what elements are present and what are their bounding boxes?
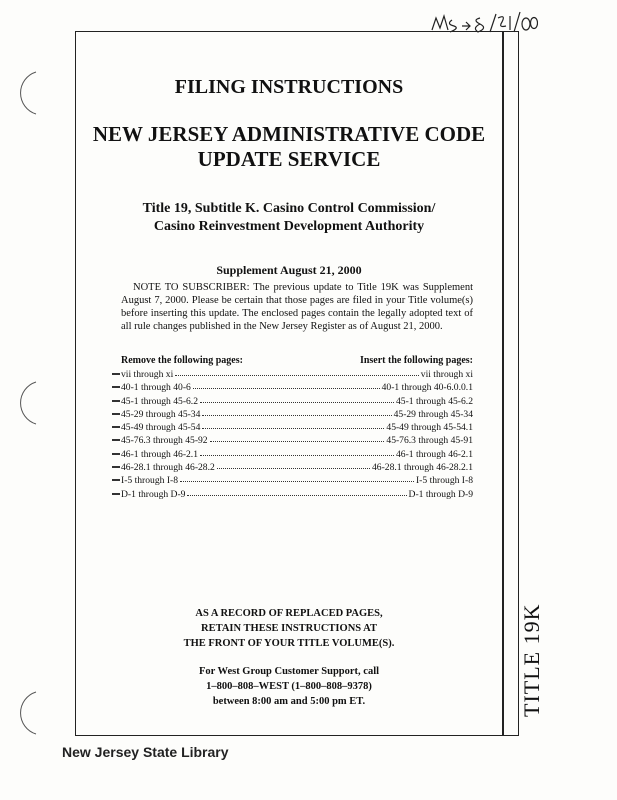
- dot-leader: [180, 473, 414, 482]
- subtitle-line: Casino Reinvestment Development Authority: [153, 219, 425, 234]
- remove-pages: 45-49 through 45-54: [121, 422, 201, 434]
- table-row: [121, 461, 473, 474]
- insert-pages: I-5 through I-8: [415, 475, 473, 487]
- remove-pages: 46-28.1 through 46-28.2: [121, 462, 215, 474]
- subtitle-line: Title 19, Subtitle K. Casino Control Commission/: [142, 201, 436, 216]
- dot-leader: [210, 433, 385, 442]
- dot-leader: [200, 394, 394, 403]
- support-phone: 1–800–808–WEST (1–800–808–9378): [206, 681, 372, 692]
- supplement-date: Supplement August 21, 2000: [216, 263, 362, 277]
- table-row: [121, 448, 473, 461]
- table-row: [121, 368, 473, 381]
- check-mark-icon: [112, 386, 120, 388]
- check-mark-icon: [112, 453, 120, 455]
- remove-pages: vii through xi: [121, 369, 174, 380]
- dot-leader: [175, 367, 419, 376]
- subscriber-note-text: NOTE TO SUBSCRIBER: The previous update to Title 19K was Supplement August 7, 2000. Please be certain that those pages are filed in your Title volume(s) before inserting this update. The enclosed pages contain the legally adopted text of all rule changes published in the New Jersey Register as of August 21, 2000.: [121, 282, 473, 332]
- punch-hole-icon: [6, 378, 40, 428]
- dot-leader: [187, 487, 406, 496]
- punch-hole-icon: [6, 688, 40, 738]
- table-row: [121, 395, 473, 408]
- insert-pages: vii through xi: [420, 369, 473, 380]
- code-title-line: NEW JERSEY ADMINISTRATIVE CODE: [92, 122, 486, 146]
- remove-pages: 45-1 through 45-6.2: [121, 395, 199, 407]
- retain-line: THE FRONT OF YOUR TITLE VOLUME(S).: [183, 638, 395, 649]
- check-mark-icon: [112, 373, 120, 375]
- check-mark-icon: [112, 413, 120, 415]
- remove-pages: 45-76.3 through 45-92: [121, 435, 208, 447]
- dot-leader: [202, 420, 384, 429]
- insert-pages: 40-1 through 40-6.0.0.1: [381, 382, 473, 394]
- insert-pages: 46-28.1 through 46-28.2.1: [372, 462, 473, 474]
- check-mark-icon: [112, 426, 120, 428]
- remove-pages: D-1 through D-9: [121, 488, 186, 500]
- punch-hole-icon: [6, 68, 40, 118]
- remove-pages: I-5 through I-8: [121, 475, 179, 487]
- table-rows: [121, 368, 473, 501]
- table-row: [121, 488, 473, 501]
- insert-header: Insert the following pages:: [359, 355, 473, 366]
- support-hours: between 8:00 am and 5:00 pm ET.: [212, 696, 366, 707]
- insert-pages: 46-1 through 46-2.1: [395, 448, 473, 460]
- remove-pages: 45-29 through 45-34: [121, 408, 201, 420]
- code-title-line: UPDATE SERVICE: [197, 147, 381, 171]
- dot-leader: [217, 460, 370, 469]
- retain-line: RETAIN THESE INSTRUCTIONS AT: [201, 623, 377, 634]
- dot-leader: [200, 447, 394, 456]
- insert-pages: D-1 through D-9: [408, 488, 473, 500]
- table-row: [121, 434, 473, 447]
- spine-label: TITLE 19K: [519, 603, 544, 717]
- remove-pages: 46-1 through 46-2.1: [121, 448, 199, 460]
- code-title: [78, 122, 500, 172]
- insert-pages: 45-1 through 45-6.2: [395, 395, 473, 407]
- subscriber-note: [121, 281, 473, 333]
- table-row: [121, 408, 473, 421]
- dot-leader: [193, 380, 380, 389]
- insert-pages: 45-49 through 45-54.1: [386, 422, 473, 434]
- library-stamp: New Jersey State Library: [62, 744, 229, 760]
- dot-leader: [202, 407, 391, 416]
- insert-pages: 45-29 through 45-34: [393, 408, 473, 420]
- retain-instructions: [78, 606, 500, 651]
- subtitle: [78, 200, 500, 236]
- customer-support: [78, 664, 500, 709]
- table-row: [121, 421, 473, 434]
- check-mark-icon: [112, 466, 120, 468]
- support-line: For West Group Customer Support, call: [198, 666, 380, 677]
- insert-pages: 45-76.3 through 45-91: [386, 435, 473, 447]
- table-row: [121, 474, 473, 487]
- check-mark-icon: [112, 400, 120, 402]
- spine-divider: [502, 31, 504, 736]
- check-mark-icon: [112, 493, 120, 495]
- page-title: FILING INSTRUCTIONS: [174, 76, 404, 98]
- remove-header: Remove the following pages:: [121, 355, 243, 366]
- table-row: [121, 381, 473, 394]
- check-mark-icon: [112, 439, 120, 441]
- page-replacement-table: [121, 355, 473, 501]
- check-mark-icon: [112, 479, 120, 481]
- retain-line: AS A RECORD OF REPLACED PAGES,: [195, 608, 383, 619]
- remove-pages: 40-1 through 40-6: [121, 382, 191, 394]
